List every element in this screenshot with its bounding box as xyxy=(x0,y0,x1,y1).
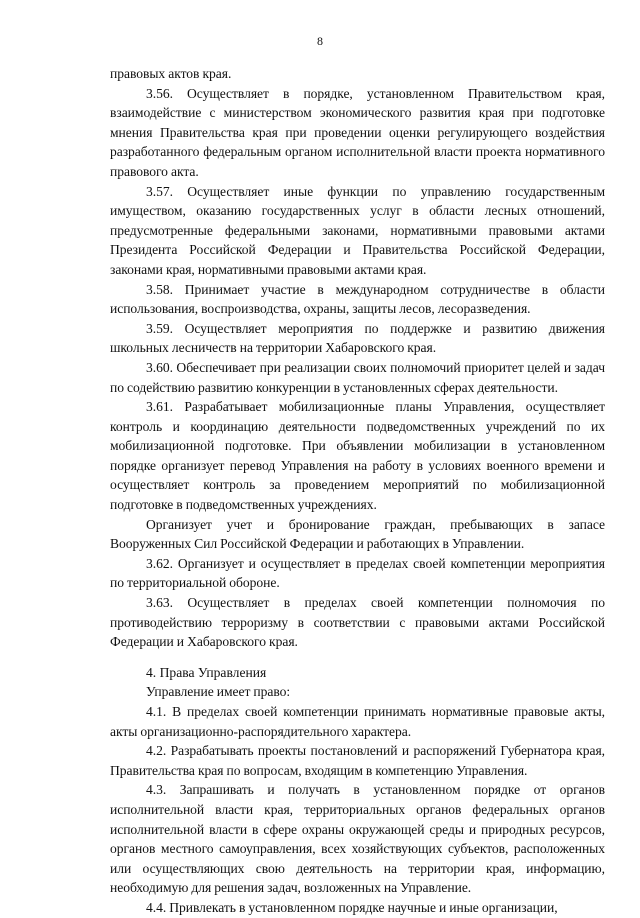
paragraph-3-58: 3.58. Принимает участие в международном сотрудничестве в области использования, воспроизводства, охраны, защиты лесов, лесоразведения. xyxy=(110,281,605,317)
paragraph-4-4: 4.4. Привлекать в установленном порядке научные и иные организации, xyxy=(146,899,558,915)
paragraph-3-63: 3.63. Осуществляет в пределах своей компетенции полномочия по противодействию терроризму в соответствии с правовыми актами Российской Федерации и Хабаровского края. xyxy=(110,595,605,650)
paragraph-3-60: 3.60. Обеспечивает при реализации своих полномочий приоритет целей и задач по содействию развитию конкуренции в установленных сферах деятельности. xyxy=(110,359,605,395)
paragraph-3-59: 3.59. Осуществляет мероприятия по поддержке и развитию движения школьных лесничеств на территории Хабаровского края. xyxy=(110,320,605,356)
section-title: 4. Права Управления xyxy=(146,664,267,680)
document-body xyxy=(110,64,605,918)
paragraph-3-61-reserve: Организует учет и бронирование граждан, пребывающих в запасе Вооруженных Сил Российской Федерации и работающих в Управлении. xyxy=(110,516,605,552)
page-number: 8 xyxy=(317,34,323,48)
paragraph-rights-intro: Управление имеет право: xyxy=(146,684,291,700)
paragraph-3-61: 3.61. Разрабатывает мобилизационные планы Управления, осуществляет контроль и координацию деятельности подведомственных учреждений по их мобилизационной подготовке. При объявлении мобилизации в установленном порядке организует перевод Управления на работу в условиях военного времени и осуществляет контроль за проведением мероприятий по мобилизационной подготовке в подведомственных учреждениях. xyxy=(110,399,605,513)
paragraph-continuation: правовых актов края. xyxy=(110,66,232,81)
paragraph-4-2: 4.2. Разрабатывать проекты постановлений и распоряжений Губернатора края, Правительства края по вопросам, входящим в компетенцию Управления. xyxy=(110,743,605,778)
paragraph-4-1: 4.1. В пределах своей компетенции принимать нормативные правовые акты, акты организационно-распорядительного характера. xyxy=(110,704,605,739)
paragraph-4-3: 4.3. Запрашивать и получать в установленном порядке от органов исполнительной власти края, территориальных органов федеральных органов исполнительной власти в сфере охраны окружающей среды и природных ресурсов, органов местного самоуправления, всех хозяйствующих субъектов, расположенных или осуществляющих свою деятельность на территории края, информацию, необходимую для решения задач, возложенных на Управление. xyxy=(110,782,605,896)
paragraph-3-62: 3.62. Организует и осуществляет в пределах своей компетенции мероприятия по территориальной обороне. xyxy=(110,555,605,591)
paragraph-3-57: 3.57. Осуществляет иные функции по управлению государственным имуществом, оказанию государственных услуг в области лесных отношений, предусмотренные федеральными законами, нормативными правовыми актами Президента Российской Федерации и Правительства Российской Федерации, законами края, нормативными правовыми актами края. xyxy=(110,183,605,277)
paragraph-3-56: 3.56. Осуществляет в порядке, установленном Правительством края, взаимодействие с министерством экономического развития края при подготовке мнения Правительства края при проведении оценки регулирующего воздействия разработанного федеральным органом исполнительной власти проекта нормативного правового акта. xyxy=(110,85,605,179)
